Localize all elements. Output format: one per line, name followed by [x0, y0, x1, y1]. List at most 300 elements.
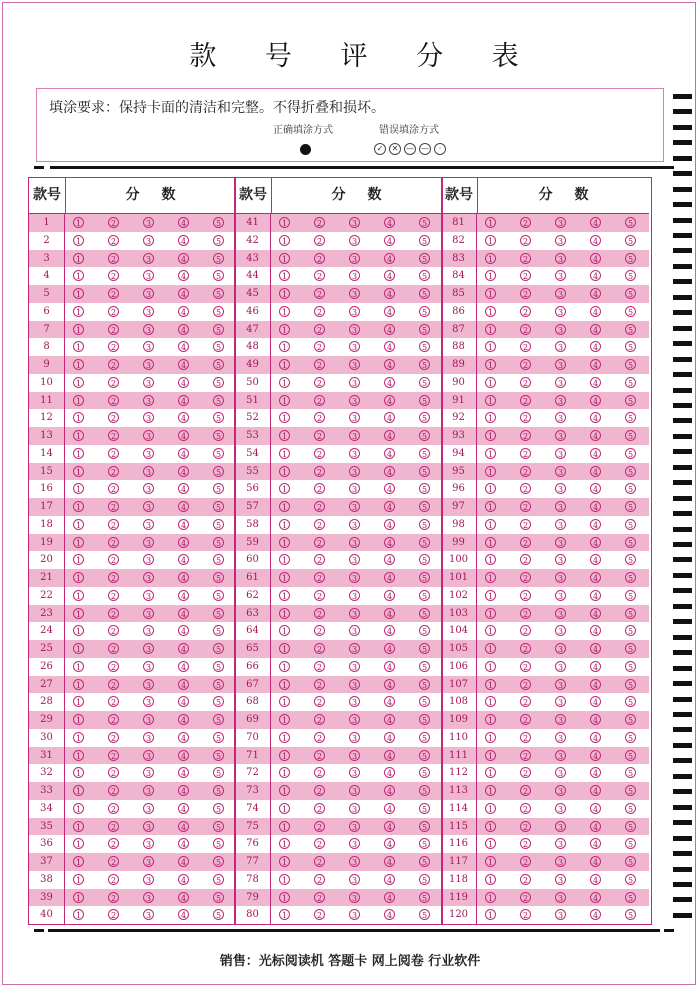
score-bubble-4[interactable]: 4 [590, 785, 601, 796]
score-bubble-1[interactable]: 1 [279, 217, 290, 228]
score-bubble-3[interactable]: 3 [143, 874, 154, 885]
score-bubble-2[interactable]: 2 [108, 270, 119, 281]
score-bubble-4[interactable]: 4 [178, 661, 189, 672]
score-bubble-1[interactable]: 1 [279, 572, 290, 583]
score-bubble-5[interactable]: 5 [213, 874, 224, 885]
score-bubble-4[interactable]: 4 [178, 395, 189, 406]
score-bubble-5[interactable]: 5 [625, 590, 636, 601]
score-bubble-4[interactable]: 4 [384, 661, 395, 672]
score-bubble-3[interactable]: 3 [143, 643, 154, 654]
score-bubble-1[interactable]: 1 [279, 608, 290, 619]
score-bubble-1[interactable]: 1 [279, 306, 290, 317]
score-bubble-2[interactable]: 2 [108, 892, 119, 903]
score-bubble-4[interactable]: 4 [178, 608, 189, 619]
score-bubble-3[interactable]: 3 [143, 519, 154, 530]
score-bubble-4[interactable]: 4 [590, 466, 601, 477]
score-bubble-1[interactable]: 1 [73, 377, 84, 388]
score-bubble-3[interactable]: 3 [555, 288, 566, 299]
score-bubble-2[interactable]: 2 [520, 466, 531, 477]
score-bubble-3[interactable]: 3 [349, 909, 360, 920]
score-bubble-2[interactable]: 2 [314, 395, 325, 406]
score-bubble-4[interactable]: 4 [384, 590, 395, 601]
score-bubble-3[interactable]: 3 [349, 448, 360, 459]
score-bubble-4[interactable]: 4 [384, 412, 395, 423]
score-bubble-3[interactable]: 3 [555, 430, 566, 441]
score-bubble-3[interactable]: 3 [555, 821, 566, 832]
score-bubble-3[interactable]: 3 [349, 696, 360, 707]
score-bubble-2[interactable]: 2 [314, 874, 325, 885]
score-bubble-1[interactable]: 1 [73, 483, 84, 494]
score-bubble-2[interactable]: 2 [520, 341, 531, 352]
score-bubble-2[interactable]: 2 [108, 253, 119, 264]
score-bubble-5[interactable]: 5 [419, 217, 430, 228]
score-bubble-2[interactable]: 2 [108, 572, 119, 583]
score-bubble-1[interactable]: 1 [485, 288, 496, 299]
score-bubble-1[interactable]: 1 [485, 608, 496, 619]
score-bubble-1[interactable]: 1 [279, 661, 290, 672]
score-bubble-5[interactable]: 5 [419, 377, 430, 388]
score-bubble-5[interactable]: 5 [213, 395, 224, 406]
score-bubble-1[interactable]: 1 [73, 608, 84, 619]
score-bubble-2[interactable]: 2 [314, 696, 325, 707]
score-bubble-4[interactable]: 4 [384, 466, 395, 477]
score-bubble-4[interactable]: 4 [590, 803, 601, 814]
score-bubble-2[interactable]: 2 [314, 554, 325, 565]
score-bubble-2[interactable]: 2 [520, 696, 531, 707]
score-bubble-3[interactable]: 3 [349, 324, 360, 335]
score-bubble-2[interactable]: 2 [108, 235, 119, 246]
score-bubble-4[interactable]: 4 [384, 324, 395, 335]
score-bubble-5[interactable]: 5 [213, 377, 224, 388]
score-bubble-4[interactable]: 4 [590, 625, 601, 636]
score-bubble-3[interactable]: 3 [349, 466, 360, 477]
score-bubble-2[interactable]: 2 [520, 856, 531, 867]
score-bubble-3[interactable]: 3 [349, 590, 360, 601]
score-bubble-1[interactable]: 1 [73, 838, 84, 849]
score-bubble-4[interactable]: 4 [178, 412, 189, 423]
score-bubble-4[interactable]: 4 [384, 554, 395, 565]
score-bubble-4[interactable]: 4 [590, 306, 601, 317]
score-bubble-1[interactable]: 1 [485, 359, 496, 370]
score-bubble-2[interactable]: 2 [314, 359, 325, 370]
score-bubble-1[interactable]: 1 [485, 235, 496, 246]
score-bubble-1[interactable]: 1 [73, 217, 84, 228]
score-bubble-3[interactable]: 3 [349, 625, 360, 636]
score-bubble-2[interactable]: 2 [314, 750, 325, 761]
score-bubble-3[interactable]: 3 [143, 661, 154, 672]
score-bubble-5[interactable]: 5 [419, 785, 430, 796]
score-bubble-5[interactable]: 5 [419, 270, 430, 281]
score-bubble-2[interactable]: 2 [108, 714, 119, 725]
score-bubble-1[interactable]: 1 [73, 324, 84, 335]
score-bubble-5[interactable]: 5 [419, 253, 430, 264]
score-bubble-3[interactable]: 3 [143, 750, 154, 761]
score-bubble-5[interactable]: 5 [625, 306, 636, 317]
score-bubble-2[interactable]: 2 [314, 501, 325, 512]
score-bubble-1[interactable]: 1 [73, 732, 84, 743]
score-bubble-5[interactable]: 5 [419, 892, 430, 903]
score-bubble-1[interactable]: 1 [73, 466, 84, 477]
score-bubble-3[interactable]: 3 [555, 625, 566, 636]
score-bubble-2[interactable]: 2 [108, 341, 119, 352]
score-bubble-2[interactable]: 2 [314, 306, 325, 317]
score-bubble-5[interactable]: 5 [213, 519, 224, 530]
score-bubble-2[interactable]: 2 [520, 714, 531, 725]
score-bubble-1[interactable]: 1 [279, 430, 290, 441]
score-bubble-5[interactable]: 5 [213, 821, 224, 832]
score-bubble-4[interactable]: 4 [590, 483, 601, 494]
score-bubble-4[interactable]: 4 [590, 643, 601, 654]
score-bubble-1[interactable]: 1 [73, 696, 84, 707]
score-bubble-2[interactable]: 2 [314, 803, 325, 814]
score-bubble-4[interactable]: 4 [384, 821, 395, 832]
score-bubble-4[interactable]: 4 [178, 643, 189, 654]
score-bubble-1[interactable]: 1 [485, 679, 496, 690]
score-bubble-2[interactable]: 2 [520, 572, 531, 583]
score-bubble-5[interactable]: 5 [213, 661, 224, 672]
score-bubble-5[interactable]: 5 [213, 679, 224, 690]
score-bubble-3[interactable]: 3 [555, 306, 566, 317]
score-bubble-5[interactable]: 5 [419, 483, 430, 494]
score-bubble-2[interactable]: 2 [520, 803, 531, 814]
score-bubble-5[interactable]: 5 [213, 554, 224, 565]
score-bubble-4[interactable]: 4 [384, 909, 395, 920]
score-bubble-3[interactable]: 3 [143, 430, 154, 441]
score-bubble-4[interactable]: 4 [178, 554, 189, 565]
score-bubble-5[interactable]: 5 [419, 448, 430, 459]
score-bubble-3[interactable]: 3 [143, 856, 154, 867]
score-bubble-3[interactable]: 3 [349, 661, 360, 672]
score-bubble-2[interactable]: 2 [108, 856, 119, 867]
score-bubble-3[interactable]: 3 [143, 537, 154, 548]
score-bubble-4[interactable]: 4 [384, 448, 395, 459]
score-bubble-5[interactable]: 5 [625, 324, 636, 335]
score-bubble-5[interactable]: 5 [213, 412, 224, 423]
score-bubble-4[interactable]: 4 [384, 608, 395, 619]
score-bubble-2[interactable]: 2 [314, 625, 325, 636]
score-bubble-2[interactable]: 2 [520, 821, 531, 832]
score-bubble-2[interactable]: 2 [108, 821, 119, 832]
score-bubble-3[interactable]: 3 [143, 235, 154, 246]
score-bubble-1[interactable]: 1 [485, 643, 496, 654]
score-bubble-2[interactable]: 2 [520, 359, 531, 370]
score-bubble-2[interactable]: 2 [520, 288, 531, 299]
score-bubble-2[interactable]: 2 [520, 412, 531, 423]
score-bubble-4[interactable]: 4 [384, 288, 395, 299]
score-bubble-2[interactable]: 2 [108, 288, 119, 299]
score-bubble-2[interactable]: 2 [108, 483, 119, 494]
score-bubble-4[interactable]: 4 [178, 288, 189, 299]
score-bubble-2[interactable]: 2 [520, 501, 531, 512]
score-bubble-3[interactable]: 3 [349, 821, 360, 832]
score-bubble-2[interactable]: 2 [314, 572, 325, 583]
score-bubble-1[interactable]: 1 [279, 554, 290, 565]
score-bubble-3[interactable]: 3 [143, 306, 154, 317]
score-bubble-5[interactable]: 5 [213, 341, 224, 352]
score-bubble-5[interactable]: 5 [213, 448, 224, 459]
score-bubble-1[interactable]: 1 [73, 270, 84, 281]
score-bubble-4[interactable]: 4 [590, 590, 601, 601]
score-bubble-5[interactable]: 5 [213, 217, 224, 228]
score-bubble-4[interactable]: 4 [178, 235, 189, 246]
score-bubble-2[interactable]: 2 [108, 324, 119, 335]
score-bubble-4[interactable]: 4 [384, 643, 395, 654]
score-bubble-1[interactable]: 1 [485, 767, 496, 778]
score-bubble-4[interactable]: 4 [384, 430, 395, 441]
score-bubble-2[interactable]: 2 [520, 892, 531, 903]
score-bubble-3[interactable]: 3 [555, 359, 566, 370]
score-bubble-2[interactable]: 2 [108, 430, 119, 441]
score-bubble-3[interactable]: 3 [555, 377, 566, 388]
score-bubble-1[interactable]: 1 [485, 732, 496, 743]
score-bubble-1[interactable]: 1 [279, 874, 290, 885]
score-bubble-3[interactable]: 3 [555, 253, 566, 264]
score-bubble-4[interactable]: 4 [178, 466, 189, 477]
score-bubble-2[interactable]: 2 [108, 217, 119, 228]
score-bubble-5[interactable]: 5 [419, 324, 430, 335]
score-bubble-4[interactable]: 4 [384, 501, 395, 512]
score-bubble-1[interactable]: 1 [279, 395, 290, 406]
score-bubble-4[interactable]: 4 [178, 217, 189, 228]
score-bubble-3[interactable]: 3 [349, 288, 360, 299]
score-bubble-2[interactable]: 2 [108, 661, 119, 672]
score-bubble-1[interactable]: 1 [279, 643, 290, 654]
score-bubble-1[interactable]: 1 [279, 803, 290, 814]
score-bubble-2[interactable]: 2 [314, 483, 325, 494]
score-bubble-2[interactable]: 2 [520, 767, 531, 778]
score-bubble-1[interactable]: 1 [73, 679, 84, 690]
score-bubble-5[interactable]: 5 [419, 572, 430, 583]
score-bubble-2[interactable]: 2 [108, 395, 119, 406]
score-bubble-2[interactable]: 2 [314, 377, 325, 388]
score-bubble-2[interactable]: 2 [108, 679, 119, 690]
score-bubble-3[interactable]: 3 [555, 590, 566, 601]
score-bubble-4[interactable]: 4 [590, 501, 601, 512]
score-bubble-4[interactable]: 4 [384, 803, 395, 814]
score-bubble-4[interactable]: 4 [384, 270, 395, 281]
score-bubble-1[interactable]: 1 [485, 572, 496, 583]
score-bubble-4[interactable]: 4 [590, 270, 601, 281]
score-bubble-4[interactable]: 4 [590, 395, 601, 406]
score-bubble-1[interactable]: 1 [485, 892, 496, 903]
score-bubble-5[interactable]: 5 [625, 909, 636, 920]
score-bubble-3[interactable]: 3 [143, 608, 154, 619]
score-bubble-4[interactable]: 4 [178, 253, 189, 264]
score-bubble-2[interactable]: 2 [314, 892, 325, 903]
score-bubble-4[interactable]: 4 [384, 359, 395, 370]
score-bubble-1[interactable]: 1 [485, 821, 496, 832]
score-bubble-1[interactable]: 1 [485, 448, 496, 459]
score-bubble-5[interactable]: 5 [419, 625, 430, 636]
score-bubble-5[interactable]: 5 [419, 412, 430, 423]
score-bubble-4[interactable]: 4 [384, 519, 395, 530]
score-bubble-5[interactable]: 5 [625, 608, 636, 619]
score-bubble-2[interactable]: 2 [520, 661, 531, 672]
score-bubble-3[interactable]: 3 [555, 838, 566, 849]
score-bubble-1[interactable]: 1 [279, 892, 290, 903]
score-bubble-5[interactable]: 5 [213, 803, 224, 814]
score-bubble-1[interactable]: 1 [485, 590, 496, 601]
score-bubble-2[interactable]: 2 [108, 306, 119, 317]
score-bubble-1[interactable]: 1 [485, 803, 496, 814]
score-bubble-5[interactable]: 5 [419, 306, 430, 317]
score-bubble-2[interactable]: 2 [520, 253, 531, 264]
score-bubble-4[interactable]: 4 [178, 803, 189, 814]
score-bubble-3[interactable]: 3 [143, 625, 154, 636]
score-bubble-2[interactable]: 2 [520, 377, 531, 388]
score-bubble-5[interactable]: 5 [213, 625, 224, 636]
score-bubble-3[interactable]: 3 [143, 554, 154, 565]
score-bubble-4[interactable]: 4 [590, 554, 601, 565]
score-bubble-2[interactable]: 2 [314, 732, 325, 743]
score-bubble-5[interactable]: 5 [625, 341, 636, 352]
score-bubble-3[interactable]: 3 [349, 359, 360, 370]
score-bubble-1[interactable]: 1 [73, 235, 84, 246]
score-bubble-3[interactable]: 3 [143, 838, 154, 849]
score-bubble-5[interactable]: 5 [419, 767, 430, 778]
score-bubble-3[interactable]: 3 [349, 838, 360, 849]
score-bubble-1[interactable]: 1 [485, 217, 496, 228]
score-bubble-4[interactable]: 4 [384, 767, 395, 778]
score-bubble-1[interactable]: 1 [279, 519, 290, 530]
score-bubble-4[interactable]: 4 [384, 537, 395, 548]
score-bubble-5[interactable]: 5 [213, 750, 224, 761]
score-bubble-5[interactable]: 5 [625, 750, 636, 761]
score-bubble-3[interactable]: 3 [349, 679, 360, 690]
score-bubble-1[interactable]: 1 [485, 554, 496, 565]
score-bubble-5[interactable]: 5 [419, 856, 430, 867]
score-bubble-1[interactable]: 1 [279, 341, 290, 352]
score-bubble-5[interactable]: 5 [625, 785, 636, 796]
score-bubble-4[interactable]: 4 [178, 679, 189, 690]
score-bubble-5[interactable]: 5 [419, 519, 430, 530]
score-bubble-3[interactable]: 3 [555, 235, 566, 246]
score-bubble-4[interactable]: 4 [178, 838, 189, 849]
score-bubble-1[interactable]: 1 [73, 288, 84, 299]
score-bubble-1[interactable]: 1 [279, 324, 290, 335]
score-bubble-1[interactable]: 1 [279, 412, 290, 423]
score-bubble-4[interactable]: 4 [178, 324, 189, 335]
score-bubble-5[interactable]: 5 [213, 270, 224, 281]
score-bubble-3[interactable]: 3 [555, 483, 566, 494]
score-bubble-4[interactable]: 4 [384, 874, 395, 885]
score-bubble-3[interactable]: 3 [349, 519, 360, 530]
score-bubble-1[interactable]: 1 [485, 306, 496, 317]
score-bubble-4[interactable]: 4 [590, 537, 601, 548]
score-bubble-5[interactable]: 5 [213, 590, 224, 601]
score-bubble-3[interactable]: 3 [555, 696, 566, 707]
score-bubble-2[interactable]: 2 [314, 909, 325, 920]
score-bubble-4[interactable]: 4 [590, 359, 601, 370]
score-bubble-4[interactable]: 4 [590, 821, 601, 832]
score-bubble-1[interactable]: 1 [73, 856, 84, 867]
score-bubble-3[interactable]: 3 [349, 270, 360, 281]
score-bubble-4[interactable]: 4 [590, 732, 601, 743]
score-bubble-2[interactable]: 2 [520, 750, 531, 761]
score-bubble-3[interactable]: 3 [143, 572, 154, 583]
score-bubble-4[interactable]: 4 [384, 785, 395, 796]
score-bubble-2[interactable]: 2 [520, 483, 531, 494]
score-bubble-3[interactable]: 3 [349, 874, 360, 885]
score-bubble-1[interactable]: 1 [73, 306, 84, 317]
score-bubble-1[interactable]: 1 [279, 377, 290, 388]
score-bubble-1[interactable]: 1 [279, 590, 290, 601]
score-bubble-4[interactable]: 4 [384, 892, 395, 903]
score-bubble-3[interactable]: 3 [143, 483, 154, 494]
score-bubble-5[interactable]: 5 [419, 696, 430, 707]
score-bubble-3[interactable]: 3 [349, 537, 360, 548]
score-bubble-4[interactable]: 4 [590, 235, 601, 246]
score-bubble-1[interactable]: 1 [485, 412, 496, 423]
score-bubble-1[interactable]: 1 [485, 856, 496, 867]
score-bubble-5[interactable]: 5 [625, 288, 636, 299]
score-bubble-1[interactable]: 1 [485, 253, 496, 264]
score-bubble-2[interactable]: 2 [314, 270, 325, 281]
score-bubble-4[interactable]: 4 [590, 324, 601, 335]
score-bubble-4[interactable]: 4 [178, 572, 189, 583]
score-bubble-2[interactable]: 2 [520, 306, 531, 317]
score-bubble-2[interactable]: 2 [520, 324, 531, 335]
score-bubble-4[interactable]: 4 [178, 590, 189, 601]
score-bubble-3[interactable]: 3 [555, 395, 566, 406]
score-bubble-1[interactable]: 1 [73, 501, 84, 512]
score-bubble-2[interactable]: 2 [314, 217, 325, 228]
score-bubble-2[interactable]: 2 [314, 856, 325, 867]
score-bubble-1[interactable]: 1 [485, 395, 496, 406]
score-bubble-1[interactable]: 1 [279, 696, 290, 707]
score-bubble-1[interactable]: 1 [485, 324, 496, 335]
score-bubble-3[interactable]: 3 [555, 803, 566, 814]
score-bubble-2[interactable]: 2 [108, 696, 119, 707]
score-bubble-3[interactable]: 3 [349, 608, 360, 619]
score-bubble-5[interactable]: 5 [419, 288, 430, 299]
score-bubble-5[interactable]: 5 [625, 732, 636, 743]
score-bubble-1[interactable]: 1 [485, 785, 496, 796]
score-bubble-3[interactable]: 3 [143, 377, 154, 388]
score-bubble-3[interactable]: 3 [143, 359, 154, 370]
score-bubble-5[interactable]: 5 [213, 767, 224, 778]
score-bubble-2[interactable]: 2 [314, 643, 325, 654]
score-bubble-5[interactable]: 5 [213, 306, 224, 317]
score-bubble-5[interactable]: 5 [213, 359, 224, 370]
score-bubble-3[interactable]: 3 [555, 412, 566, 423]
score-bubble-1[interactable]: 1 [73, 253, 84, 264]
score-bubble-5[interactable]: 5 [625, 767, 636, 778]
score-bubble-1[interactable]: 1 [73, 537, 84, 548]
score-bubble-1[interactable]: 1 [485, 838, 496, 849]
score-bubble-5[interactable]: 5 [625, 625, 636, 636]
score-bubble-4[interactable]: 4 [384, 377, 395, 388]
score-bubble-2[interactable]: 2 [314, 253, 325, 264]
score-bubble-2[interactable]: 2 [108, 785, 119, 796]
score-bubble-3[interactable]: 3 [555, 270, 566, 281]
score-bubble-2[interactable]: 2 [314, 341, 325, 352]
score-bubble-5[interactable]: 5 [625, 395, 636, 406]
score-bubble-3[interactable]: 3 [555, 714, 566, 725]
score-bubble-5[interactable]: 5 [213, 732, 224, 743]
score-bubble-5[interactable]: 5 [419, 643, 430, 654]
score-bubble-1[interactable]: 1 [485, 750, 496, 761]
score-bubble-4[interactable]: 4 [590, 377, 601, 388]
score-bubble-3[interactable]: 3 [349, 253, 360, 264]
score-bubble-3[interactable]: 3 [349, 412, 360, 423]
score-bubble-5[interactable]: 5 [625, 519, 636, 530]
score-bubble-5[interactable]: 5 [213, 324, 224, 335]
score-bubble-4[interactable]: 4 [178, 359, 189, 370]
score-bubble-5[interactable]: 5 [213, 501, 224, 512]
score-bubble-4[interactable]: 4 [178, 821, 189, 832]
score-bubble-3[interactable]: 3 [349, 501, 360, 512]
